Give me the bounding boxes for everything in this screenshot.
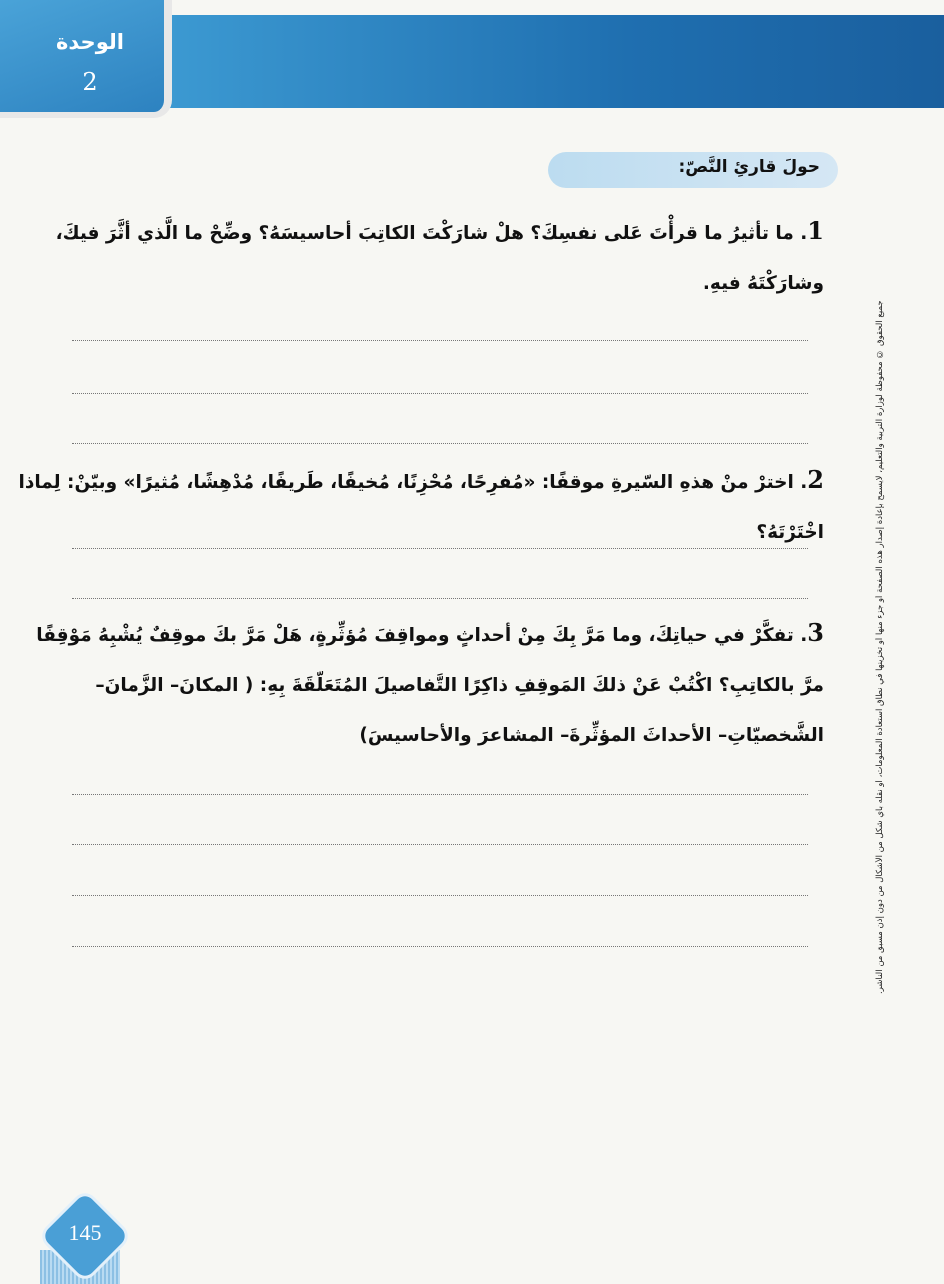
unit-tab [0,0,172,118]
question-2-line-1 [0,455,824,558]
question-3 [36,608,824,761]
question-number: 3 [807,618,824,647]
answer-line[interactable] [72,340,808,341]
question-text: . تفكَّرْ في حياتِكَ، وما مَرَّ بِكَ مِنْ أحداثٍ ومواقِفَ مُؤثِّرةٍ، هَلْ مَرَّ بكَ موقِفٌ يُشْبِهُ مَوْقِفًا [36,625,808,646]
question-3-line-3: الشَّخصيّاتِ– الأحداثَ المؤثِّرةَ– المشاعرَ والأحاسيسَ) [359,725,824,746]
question-number: 1 [807,216,824,245]
copyright-notice: جميع الحقوق © محفوظة لوزارة التربية والتعليم، لايسمح بإعادة إصدار هذه الصفحة أو جزء منها أو تخزينها في نطاق استعادة المعلومات، أو نقله بأي شكل من الأشكال من دون إذن مسبق من الناشر. [875,300,885,994]
question-text: . ما تأثيرُ ما قرأْتَ عَلى نفسِكَ؟ هلْ شارَكْتَ الكاتِبَ أحاسيسَهُ؟ وضِّحْ ما الَّذي أثَّرَ فيكَ، [55,223,808,244]
answer-line[interactable] [72,946,808,947]
section-title: حولَ قارئِ النَّصّ: [678,157,820,177]
question-2 [0,455,824,558]
answer-line[interactable] [72,548,808,549]
answer-line[interactable] [72,393,808,394]
answer-line[interactable] [72,895,808,896]
question-1-line-2: وشارَكْتَهُ فيهِ. [702,273,824,294]
unit-label: الوحدة [56,30,124,54]
page-number: 145 [68,1220,102,1245]
question-1 [56,206,824,309]
question-1-line-1 [56,206,824,259]
header-banner [150,15,944,108]
answer-line[interactable] [72,794,808,795]
question-number: 2 [807,465,824,494]
answer-line[interactable] [72,598,808,599]
unit-number: 2 [82,68,98,96]
question-3-line-1 [36,608,824,661]
question-3-line-2: مرَّ بالكاتِبِ؟ اكْتُبْ عَنْ ذلكَ المَوقِفِ ذاكِرًا التَّفاصيلَ المُتَعَلّقَةَ بِهِ: ( المكانَ– الزَّمانَ– [95,675,824,696]
answer-line[interactable] [72,844,808,845]
answer-line[interactable] [72,443,808,444]
question-text: . اخترْ منْ هذهِ السّيرةِ موقفًا: «مُفرِحًا، مُحْزِنًا، مُخيفًا، طَريفًا، مُدْهِشًا، مُثيرًا» وبيّنْ: لِماذا اخْتَرْتَهُ؟ [18,472,824,543]
